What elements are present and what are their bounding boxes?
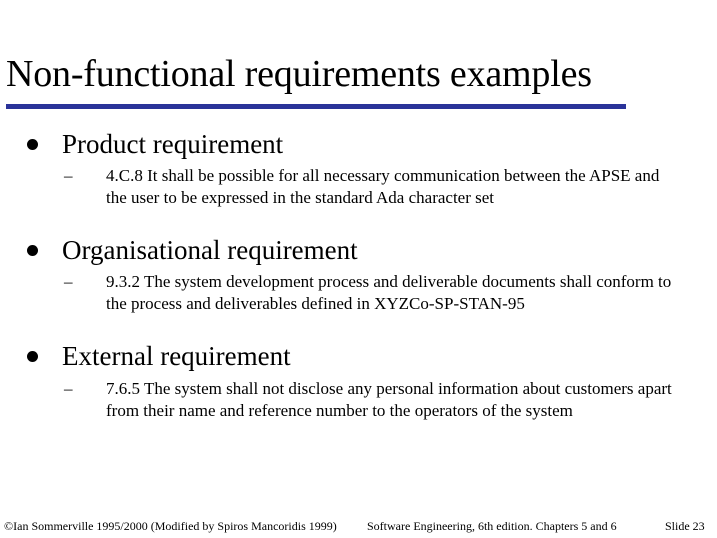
bullet-label: Product requirement	[62, 129, 284, 159]
bullet-label: Organisational requirement	[62, 235, 358, 265]
title-underline	[6, 104, 626, 109]
bullet-dot-icon	[27, 351, 38, 362]
dash-marker: –	[64, 379, 73, 398]
footer-book: Software Engineering, 6th edition. Chapters 5 and 6	[367, 519, 617, 533]
footer-slide-number: Slide 23	[665, 519, 705, 533]
bullet-dot-icon	[27, 139, 38, 150]
bullet-dot-icon	[27, 245, 38, 256]
dash-marker: –	[64, 166, 73, 185]
sub-bullet-text: 9.3.2 The system development process and deliverable documents shall conform to the process and deliverables defined in XYZCo-SP-STAN-95	[106, 272, 672, 313]
bullet-label: External requirement	[62, 341, 291, 371]
sub-bullet-text: 7.6.5 The system shall not disclose any personal information about customers apart from their name and reference number to the operators of the system	[106, 379, 672, 420]
dash-marker: –	[64, 272, 73, 291]
footer-copyright: ©Ian Sommerville 1995/2000 (Modified by Spiros Mancoridis 1999)	[4, 519, 337, 533]
slide-title: Non-functional requirements examples	[6, 53, 592, 95]
sub-bullet-text: 4.C.8 It shall be possible for all necessary communication between the APSE and the user to be expressed in the standard Ada character set	[106, 166, 660, 207]
